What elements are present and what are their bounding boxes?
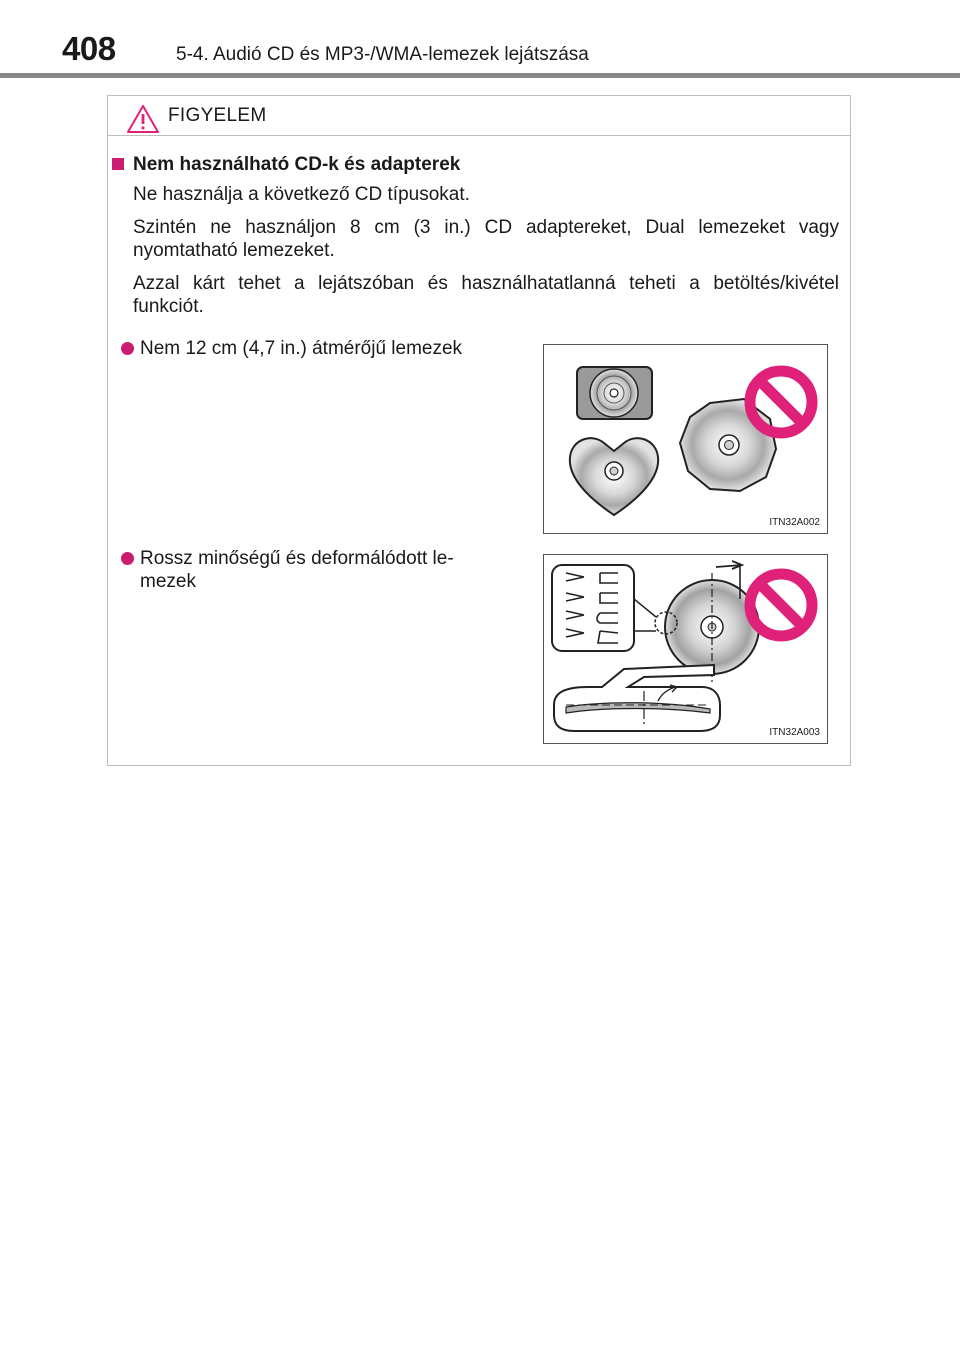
disc-side-view-icon	[554, 665, 720, 731]
header-rule	[0, 73, 960, 78]
bullet-text-continued: mezek	[140, 571, 196, 592]
figure-odd-shaped-discs	[543, 344, 828, 534]
warning-triangle-icon	[126, 104, 160, 139]
paragraph-3: Azzal kárt tehet a lejátszóban és használhatatlanná teheti a betöltés/kivétel funkciót.	[133, 273, 839, 317]
chapter-title: 5-4. Audió CD és MP3-/WMA-lemezek lejátszása	[176, 44, 589, 65]
square-disc-icon	[577, 367, 652, 419]
edge-detail-callout-icon	[552, 565, 656, 651]
warning-header	[108, 96, 850, 136]
paragraph-2: Szintén ne használjon 8 cm (3 in.) CD adaptereket, Dual lemezeket vagy nyomtatható lemezeket.	[133, 217, 839, 261]
odd-shaped-discs-illustration	[544, 345, 827, 533]
bullet-item	[121, 337, 462, 360]
bullet-dot-icon	[121, 342, 134, 355]
section-title	[112, 154, 460, 176]
page-header	[0, 0, 960, 80]
polygon-disc-icon	[680, 399, 776, 491]
heart-disc-icon	[570, 438, 658, 515]
bullet-text: Rossz minőségű és deformálódott le-	[140, 548, 454, 569]
figure-code: ITN32A003	[769, 727, 820, 738]
page-number: 408	[62, 30, 116, 67]
warped-discs-illustration	[544, 555, 827, 743]
section-title-text: Nem használható CD-k és adapterek	[133, 154, 461, 175]
figure-warped-discs	[543, 554, 828, 744]
paragraph-1: Ne használja a következő CD típusokat.	[133, 184, 470, 205]
bullet-item	[121, 547, 454, 570]
section-square-icon	[112, 158, 124, 170]
prohibition-icon	[750, 371, 812, 433]
warning-box	[107, 95, 851, 766]
bullet-text: Nem 12 cm (4,7 in.) átmérőjű lemezek	[140, 338, 463, 359]
figure-code: ITN32A002	[769, 517, 820, 528]
warning-title: FIGYELEM	[168, 105, 267, 126]
prohibition-icon	[750, 574, 812, 636]
bullet-dot-icon	[121, 552, 134, 565]
